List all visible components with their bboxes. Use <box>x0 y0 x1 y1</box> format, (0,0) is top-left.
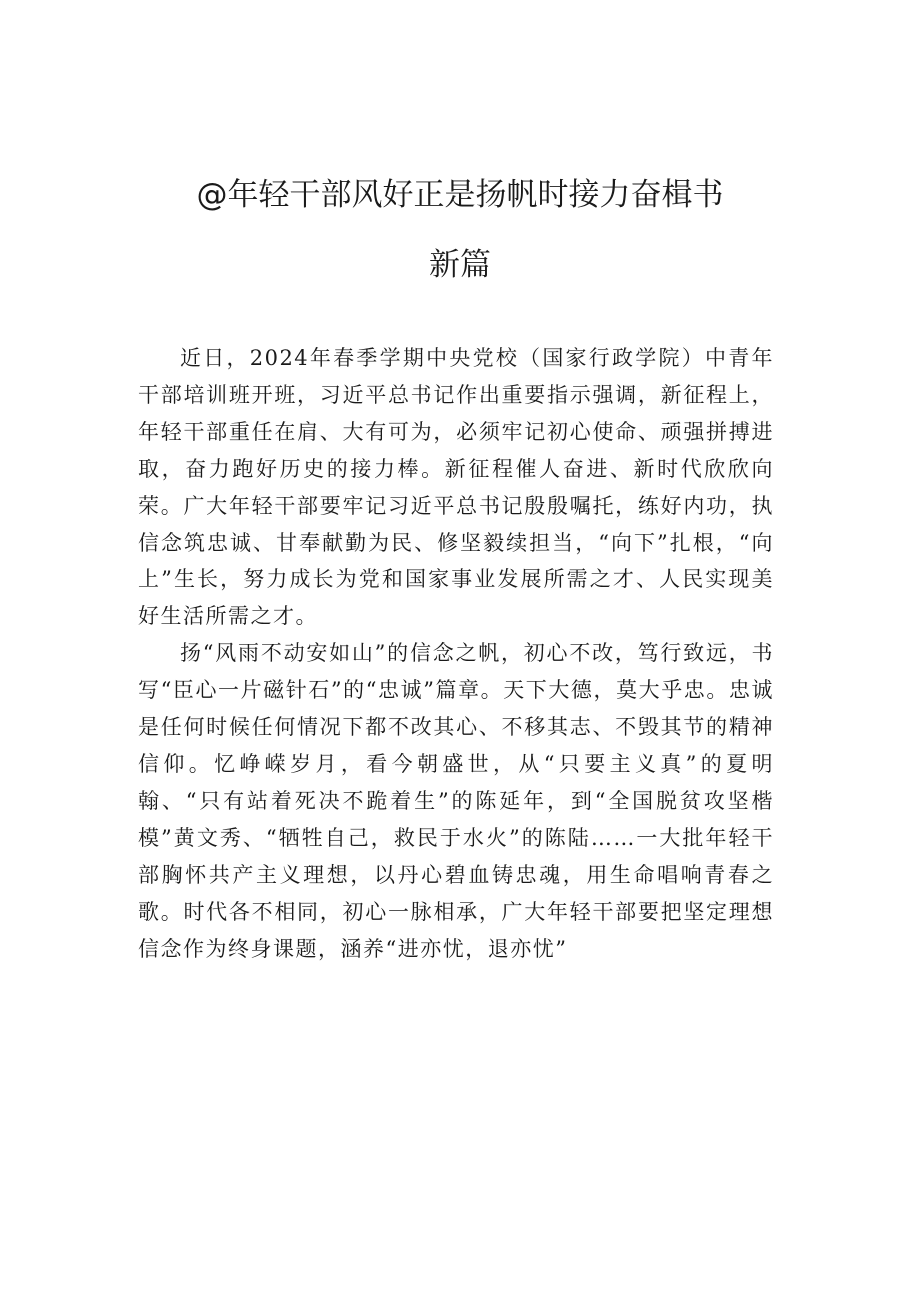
title-line-1: @年轻干部风好正是扬帆时接力奋楫书 <box>196 177 724 213</box>
document-title <box>0 160 920 300</box>
paragraph: 扬“风雨不动安如山”的信念之帆，初心不改，笃行致远，书写“臣心一片磁针石”的“忠诚”篇章。天下大德，莫大乎忠。忠诚是任何时候任何情况下都不改其心、不移其志、不毁其节的精神信仰。忆峥嵘岁月，看今朝盛世，从“只要主义真”的夏明翰、“只有站着死决不跪着生”的陈延年，到“全国脱贫攻坚楷模”黄文秀、“牺牲自己，救民于水火”的陈陆……一大批年轻干部胸怀共产主义理想，以丹心碧血铸忠魂，用生命唱响青春之歌。时代各不相同，初心一脉相承，广大年轻干部要把坚定理想信念作为终身课题，涵养“进亦忧，退亦忧” <box>138 641 774 961</box>
document-body <box>138 340 774 967</box>
paragraph: 近日，2024年春季学期中央党校（国家行政学院）中青年干部培训班开班，习近平总书记作出重要指示强调，新征程上，年轻干部重任在肩、大有可为，必须牢记初心使命、顽强拼搏进取，奋力跑好历史的接力棒。新征程催人奋进、新时代欣欣向荣。广大年轻干部要牢记习近平总书记殷殷嘱托，练好内功，执信念筑忠诚、甘奉献勤为民、修坚毅续担当，“向下”扎根，“向上”生长，努力成长为党和国家事业发展所需之才、人民实现美好生活所需之才。 <box>138 346 774 629</box>
title-line-2: 新篇 <box>429 247 491 283</box>
